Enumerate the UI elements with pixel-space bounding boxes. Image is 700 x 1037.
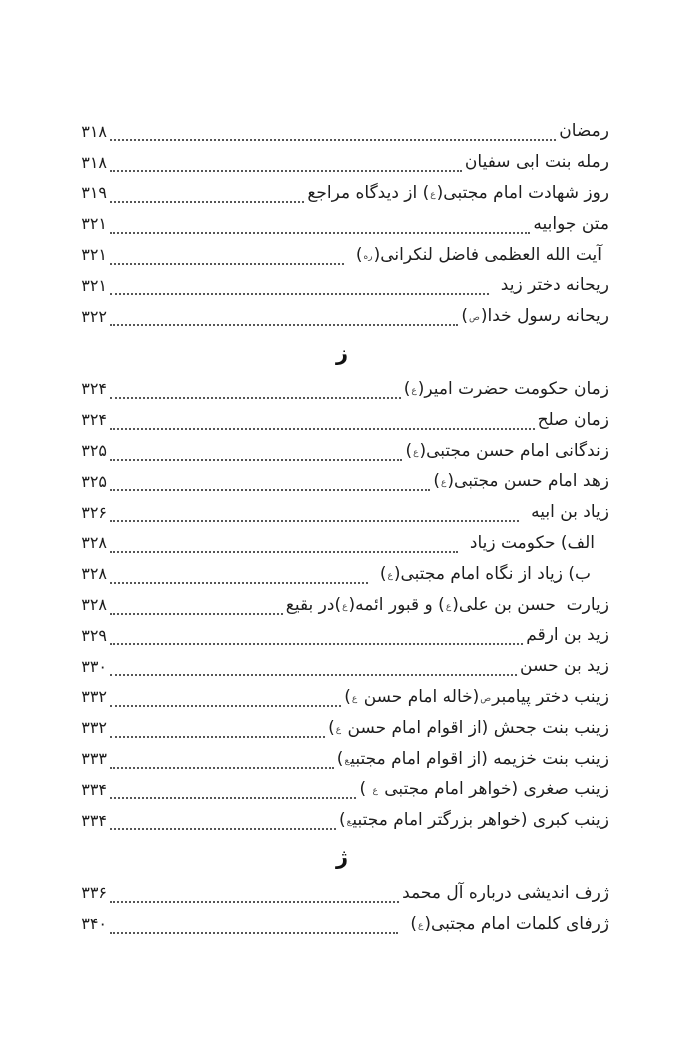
entry-title: [328, 718, 609, 738]
entry-title-text: ریحانه رسول خدا(: [480, 306, 609, 327]
toc-row: [75, 774, 609, 805]
entry-title-text: ): [403, 378, 411, 399]
entry-title-text: زینب دختر پیامبر: [492, 686, 609, 707]
entry-title: [531, 502, 609, 522]
toc-row: [75, 466, 609, 497]
alayhis-salam-icon: ع: [351, 693, 358, 704]
page-number: ۳۳۴: [81, 779, 107, 799]
alayhis-salam-icon: ع: [445, 601, 452, 612]
page-number: ۳۳۲: [81, 718, 107, 738]
toc-row: [75, 497, 609, 528]
sallallahu-alayhi-icon: ص: [480, 693, 492, 704]
entry-title-text: ژرفای کلمات امام مجتبی(: [424, 913, 609, 934]
entry-title-text: زینب بنت خزیمه (از اقوام امام مجتبی: [350, 748, 609, 769]
page-number: ۳۳۲: [81, 687, 107, 707]
entry-title-text: ): [433, 471, 441, 492]
entry-title-text: ): [328, 717, 335, 738]
entry-title-text: ): [336, 748, 344, 769]
page-number: ۳۲۴: [81, 379, 107, 399]
page-number: ۳۲۶: [81, 502, 107, 522]
entry-title-text: ب) زیاد از نگاه امام مجتبی(: [393, 563, 591, 584]
alayhis-salam-icon: ع: [441, 478, 447, 489]
toc-row: [75, 374, 609, 405]
page-number: ۳۳۶: [81, 883, 107, 903]
entry-title-text: متن جوابیه: [533, 213, 609, 234]
toc-row: [75, 147, 609, 178]
entry-title: [307, 183, 609, 203]
page-number: ۳۲۸: [81, 533, 107, 553]
page-number: ۳۲۸: [81, 564, 107, 584]
toc-row: [75, 878, 609, 909]
toc-row: [75, 528, 609, 559]
toc-row: [75, 404, 609, 435]
page-number: ۳۲۸: [81, 595, 107, 615]
entry-title: [410, 914, 609, 934]
toc-row: [75, 239, 609, 270]
page-number: ۳۲۵: [81, 471, 107, 491]
page-number: ۳۲۱: [81, 275, 107, 295]
page-number: ۳۲۱: [81, 245, 107, 265]
alayhis-salam-icon: ع: [430, 189, 436, 200]
entry-title-text: زینب صغری (خواهر امام مجتبی: [378, 779, 609, 800]
entry-title: [533, 214, 609, 234]
toc-list: [75, 116, 609, 939]
toc-row: [75, 116, 609, 147]
page-number: ۳۱۸: [81, 152, 107, 172]
page-number: ۳۲۴: [81, 410, 107, 430]
alayhis-salam-icon: ع: [413, 447, 419, 458]
section-header: ژ: [335, 844, 349, 869]
entry-title: [402, 883, 609, 903]
entry-title-text: ) و قبور ائمه(: [348, 594, 445, 615]
entry-title-text: زندگانی امام حسن مجتبی(: [419, 440, 609, 461]
entry-title: [461, 306, 609, 326]
toc-row: [75, 208, 609, 239]
alayhis-salam-icon: ع: [417, 920, 424, 931]
toc-row: [75, 301, 609, 332]
toc-row: [75, 270, 609, 301]
alayhis-salam-icon: ع: [387, 570, 393, 581]
alayhis-salam-icon: ع: [344, 755, 350, 766]
toc-row: [75, 908, 609, 939]
page-number: ۳۳۴: [81, 810, 107, 830]
page-number: ۳۳۰: [81, 656, 107, 676]
entry-title: [359, 779, 609, 799]
toc-row: [75, 589, 609, 620]
entry-title-text: زمان حکومت حضرت امیر(: [417, 378, 609, 399]
entry-title: [470, 533, 595, 553]
page-number: ۳۲۲: [81, 306, 107, 326]
page-number: ۳۱۹: [81, 183, 107, 203]
entry-title-text: رمله بنت ابی سفیان: [464, 152, 609, 173]
page-number: ۳۱۸: [81, 121, 107, 141]
entry-title-text: رمضان: [559, 121, 609, 142]
toc-row: [75, 743, 609, 774]
entry-title: [465, 152, 609, 172]
toc-row: [75, 435, 609, 466]
entry-title-text: زید بن ارقم: [526, 625, 609, 646]
entry-title-text: زینب کبری (خواهر بزرگتر امام مجتبی: [352, 810, 609, 831]
entry-title: [501, 275, 609, 295]
entry-title-text: ): [338, 810, 346, 831]
page-number: ۳۴۰: [81, 914, 107, 934]
alayhis-salam-icon: ع: [346, 817, 352, 828]
toc-row: [75, 682, 609, 713]
entry-title: [339, 810, 609, 830]
entry-title-text: الف) حکومت زیاد: [469, 532, 595, 553]
entry-title: [344, 687, 609, 707]
entry-title-text: زید بن حسن: [520, 656, 609, 677]
entry-title: [380, 564, 591, 584]
entry-title: [286, 595, 609, 615]
toc-row: [75, 805, 609, 836]
entry-title: [538, 410, 609, 430]
alayhis-salam-icon: ع: [372, 786, 378, 797]
entry-title-text: ): [461, 306, 468, 327]
toc-row: [75, 620, 609, 651]
quds-sirruh-icon: ره: [363, 251, 373, 262]
page-number: ۳۲۹: [81, 625, 107, 645]
entry-title: [526, 625, 609, 645]
section-header: ز: [335, 340, 349, 365]
entry-title-text: ژرف اندیشی درباره آل محمد: [402, 882, 609, 903]
entry-title-text: آیت الله العظمی فاضل لنکرانی(: [373, 244, 602, 265]
entry-title-text: ) از دیدگاه مراجع: [307, 182, 430, 203]
toc-row: [75, 651, 609, 682]
page-number: ۳۲۵: [81, 441, 107, 461]
entry-title-text: ): [359, 779, 372, 800]
entry-title-text: زیاد بن ابیه: [531, 502, 609, 523]
entry-title: [404, 379, 609, 399]
entry-title-text: زینب بنت جحش (از اقوام امام حسن: [342, 717, 609, 738]
entry-title-text: زیارت حسن بن علی(: [452, 594, 609, 615]
alayhis-salam-icon: ع: [335, 724, 342, 735]
page-number: ۳۳۳: [81, 749, 107, 769]
entry-title-text: ): [344, 686, 351, 707]
alayhis-salam-icon: ع: [342, 601, 348, 612]
sallallahu-alayhi-icon: ص: [468, 313, 480, 324]
entry-title-text: زمان صلح: [537, 409, 609, 430]
toc-row: [75, 178, 609, 209]
entry-title: [559, 121, 609, 141]
page-number: ۳۲۱: [81, 214, 107, 234]
entry-title-text: ریحانه دختر زید: [500, 275, 609, 296]
entry-title-text: ): [410, 913, 417, 934]
entry-title: [356, 245, 602, 265]
entry-title-text: )در بقیع: [285, 594, 342, 615]
alayhis-salam-icon: ع: [411, 385, 417, 396]
entry-title: [337, 749, 609, 769]
entry-title: [433, 471, 609, 491]
entry-title-text: ): [355, 244, 363, 265]
toc-row: [75, 558, 609, 589]
entry-title: [520, 656, 609, 676]
toc-row: [75, 712, 609, 743]
entry-title-text: روز شهادت امام مجتبی(: [436, 182, 609, 203]
entry-title-text: زهد امام حسن مجتبی(: [447, 471, 609, 492]
entry-title-text: ): [405, 440, 413, 461]
entry-title-text: (خاله امام حسن: [358, 686, 480, 707]
entry-title-text: ): [379, 563, 387, 584]
entry-title: [405, 441, 609, 461]
